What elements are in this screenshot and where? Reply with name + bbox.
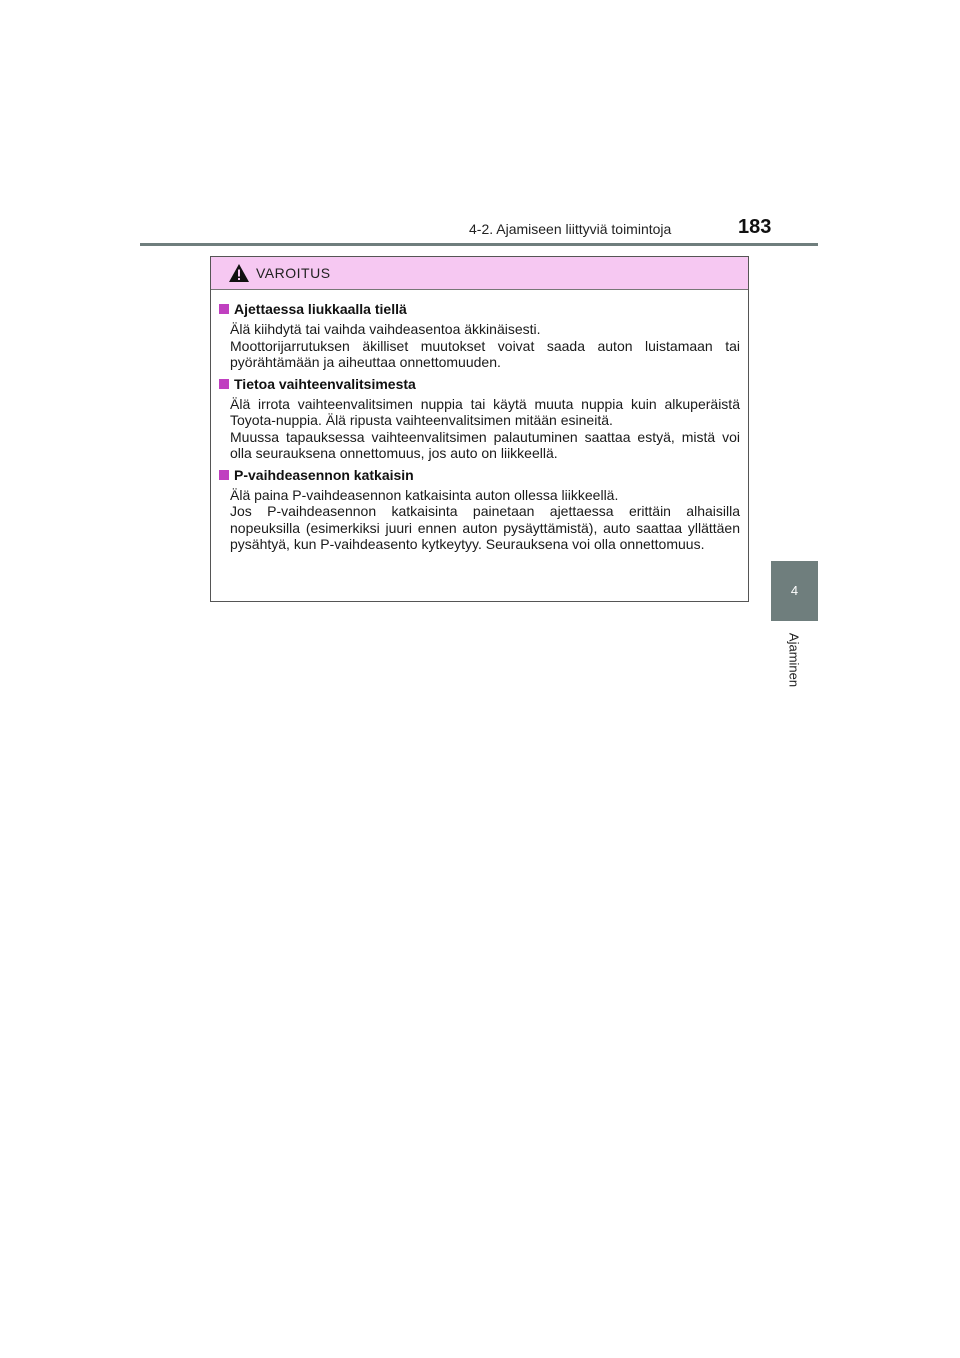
warning-box bbox=[210, 256, 749, 602]
warning-title: VAROITUS bbox=[256, 265, 331, 281]
paragraph: Älä irrota vaihteenvalitsimen nuppia tai käytä muuta nuppia kuin alkuperäistä Toyota-nuppia. Älä ripusta vaihteenvalitsimen mitään esineitä. bbox=[230, 395, 740, 428]
warning-body bbox=[211, 290, 748, 553]
paragraph: Älä paina P-vaihdeasennon katkaisinta auton ollessa liikkeellä. bbox=[230, 486, 619, 503]
page-number: 183 bbox=[738, 216, 772, 238]
warning-section bbox=[219, 375, 740, 462]
paragraph: Älä kiihdytä tai vaihda vaihdeasentoa äkkinäisesti. bbox=[230, 321, 541, 337]
square-bullet-icon bbox=[219, 470, 229, 480]
warning-header bbox=[211, 257, 748, 290]
section-heading: P-vaihdeasennon katkaisin bbox=[219, 466, 740, 485]
running-header: 4-2. Ajamiseen liittyviä toimintoja bbox=[469, 221, 672, 237]
chapter-tab bbox=[771, 561, 818, 621]
warning-section bbox=[219, 300, 740, 371]
paragraph: Muussa tapauksessa vaihteenvalitsimen palautuminen saattaa estyä, mistä voi olla seurauksena onnettomuus, jos auto on liikkeellä. bbox=[230, 428, 740, 461]
header-rule bbox=[140, 243, 818, 246]
paragraph: Jos P-vaihdeasennon katkaisinta painetaan ajettaessa erittäin alhaisilla nopeuksilla (esimerkiksi juuri ennen auton pysäyttämistä), auto saattaa yllättäen pysähtyä, kun P-vaihdeasento kytkeytyy. Seurauksena voi olla onnettomuus. bbox=[230, 503, 740, 552]
paragraph: Moottorijarrutuksen äkilliset muutokset voivat saada auton luistamaan tai pyörähtämään ja aiheuttaa onnettomuuden. bbox=[230, 337, 740, 370]
square-bullet-icon bbox=[219, 304, 229, 314]
section-heading: Tietoa vaihteenvalitsimesta bbox=[219, 375, 740, 394]
chapter-number: 4 bbox=[790, 583, 799, 598]
warning-section bbox=[219, 466, 740, 553]
warning-triangle-icon bbox=[228, 263, 250, 283]
chapter-label: Ajaminen bbox=[786, 632, 802, 688]
section-heading: Ajettaessa liukkaalla tiellä bbox=[219, 300, 740, 319]
square-bullet-icon bbox=[219, 379, 229, 389]
